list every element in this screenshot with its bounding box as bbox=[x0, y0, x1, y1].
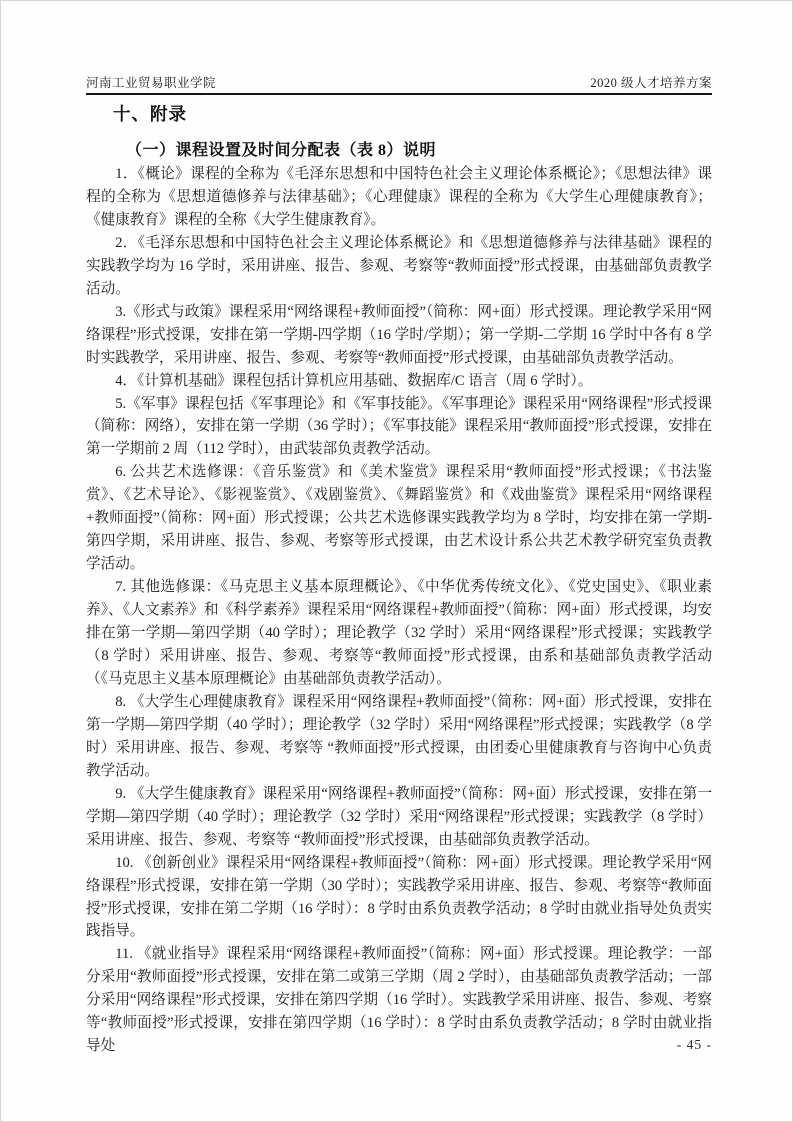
body-paragraph: 5.《军事》课程包括《军事理论》和《军事技能》。《军事理论》课程采用“网络课程”形式授课（简称：网络），安排在第一学期（36 学时）；《军事技能》课程采用“教师面授”形式授课，安排在第一学期前 2 周（112 学时），由武装部负责教学活动。 bbox=[86, 395, 712, 458]
body-paragraph: 4．《计算机基础》课程包括计算机应用基础、数据库/C 语言（周 6 学时）。 bbox=[115, 372, 593, 389]
page-header bbox=[86, 73, 712, 91]
body-paragraph: 3.《形式与政策》课程采用“网络课程+教师面授”（简称：网+面）形式授课。理论教学采用“网络课程”形式授课，安排在第一学期-四学期（16 学时/学期）；第一学期-二学期 16 学时中各有 8 学时实践教学，采用讲座、报告、参观、考察等“教师面授”形式授课，由基础部负责教学活动。 bbox=[86, 303, 712, 366]
body-paragraph: 1．《概论》课程的全称为《毛泽东思想和中国特色社会主义理论体系概论》；《思想法律》课程的全称为《思想道德修养与法律基础》；《心理健康》课程的全称为《大学生心理健康教育》；《健康教育》课程的全称《大学生健康教育》。 bbox=[86, 166, 712, 228]
body-paragraph: 2．《毛泽东思想和中国特色社会主义理论体系概论》和《思想道德修养与法律基础》课程的实践教学均为 16 学时，采用讲座、报告、参观、考察等“教师面授”形式授课，由基础部负责教学活动。 bbox=[86, 234, 712, 297]
page-footer bbox=[86, 1037, 712, 1053]
body-paragraph: 10. 《创新创业》课程采用“网络课程+教师面授”（简称：网+面）形式授课。理论教学采用“网络课程”形式授课，安排在第一学期（30 学时）；实践教学采用讲座、报告、参观、考察等“教师面授”形式授课，安排在第二学期（16 学时）：8 学时由系负责教学活动；8 学时由就业指导处负责实践指导。 bbox=[86, 854, 712, 940]
header-school-name: 河南工业贸易职业学院 bbox=[86, 76, 217, 90]
header-rule bbox=[86, 93, 712, 95]
header-plan-title: 2020 级人才培养方案 bbox=[590, 76, 712, 90]
subsection-title: （一）课程设置及时间分配表（表 8）说明 bbox=[126, 142, 437, 159]
body-paragraph: 8. 《大学生心理健康教育》课程采用“网络课程+教师面授”（简称：网+面）形式授课，安排在第一学期—第四学期（40 学时）；理论教学（32 学时）采用“网络课程”形式授课；实践教学（8 学时）采用讲座、报告、参观、考察等 “教师面授”形式授课，由团委心里健康教育与咨询中心负责教学活动。 bbox=[86, 693, 712, 779]
body-paragraph: 11. 《就业指导》课程采用“网络课程+教师面授”（简称：网+面）形式授课。理论教学：一部分采用“教师面授”形式授课，安排在第二或第三学期（周 2 学时），由基础部负责教学活动；一部分采用“网络课程”形式授课，安排在第四学期（16 学时）。实践教学采用讲座、报告、参观、考察等“教师面授”形式授课，安排在第四学期（16 学时）：8 学时由系负责教学活动；8 学时由就业指导处 bbox=[86, 946, 712, 1055]
document-body bbox=[86, 163, 712, 1058]
body-paragraph: 9. 《大学生健康教育》课程采用“网络课程+教师面授”（简称：网+面）形式授课，安排在第一学期—第四学期（40 学时）；理论教学（32 学时）采用“网络课程”形式授课；实践教学（8 学时）采用讲座、报告、参观、考察等 “教师面授”形式授课，由基础部负责教学活动。 bbox=[86, 785, 712, 848]
page-number: - 45 - bbox=[676, 1037, 712, 1052]
body-paragraph: 7. 其他选修课：《马克思主义基本原理概论》、《中华优秀传统文化》、《党史国史》、《职业素养》、《人文素养》和《科学素养》课程采用“网络课程+教师面授”（简称：网+面）形式授课，均安排在第一学期—第四学期（40 学时）；理论教学（32 学时）采用“网络课程”形式授课；实践教学（8 学时）采用讲座、报告、参观、考察等“教师面授”形式授课，由系和基础部负责教学活动（《马克思主义基本原理概论》由基础部负责教学活动）。 bbox=[86, 579, 712, 687]
body-paragraph: 6. 公共艺术选修课：《音乐鉴赏》和《美术鉴赏》课程采用“教师面授”形式授课；《书法鉴赏》、《艺术导论》、《影视鉴赏》、《戏剧鉴赏》、《舞蹈鉴赏》和《戏曲鉴赏》课程采用“网络课程+教师面授”（简称：网+面）形式授课；公共艺术选修课实践教学均为 8 学时，均安排在第一学期-第四学期，采用讲座、报告、参观、考察等形式授课，由艺术设计系公共艺术教学研究室负责教学活动。 bbox=[86, 464, 712, 573]
section-title: 十、附录 bbox=[113, 104, 187, 124]
